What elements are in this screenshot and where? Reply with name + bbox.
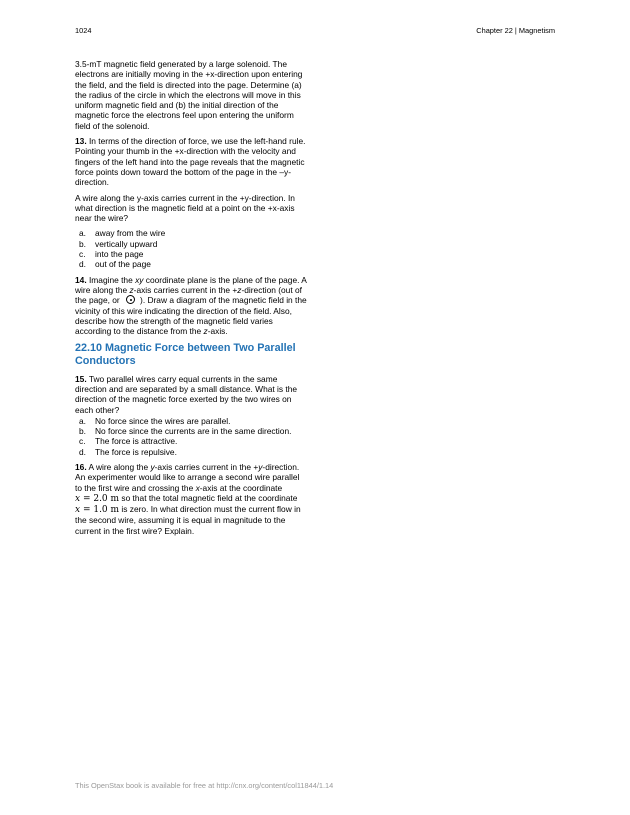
- italic-var: z: [129, 284, 134, 295]
- question-13: [75, 136, 307, 187]
- intro-paragraph: 3.5-mT magnetic field generated by a large solenoid. The electrons are initially moving in the +x-direction upon entering the field, and the field is directed into the page. Determine (a) the radius of the circle in which the electrons will move in this uniform magnetic field and (b) the initial direction of the magnetic force the electrons feel upon entering the uniform field of the solenoid.: [75, 59, 303, 131]
- option-text: into the page: [95, 249, 144, 260]
- question-16: [75, 462, 307, 536]
- option-text: out of the page: [95, 259, 151, 270]
- text-run: -axis at the coordinate: [199, 482, 283, 493]
- italic-var: z: [203, 326, 208, 337]
- option-a: [75, 416, 307, 426]
- question-number: 14.: [75, 274, 87, 285]
- option-letter: d.: [79, 259, 86, 270]
- math-op: =: [80, 505, 94, 516]
- math-expression: [75, 494, 119, 504]
- math-expression: [75, 505, 119, 515]
- main-column: [75, 59, 307, 541]
- text-run: so that the total magnetic field at the coordinate: [119, 492, 298, 503]
- math-var: x: [75, 505, 81, 516]
- out-of-page-icon: [126, 295, 135, 304]
- option-letter: a.: [79, 415, 86, 426]
- math-value: 2.0 m: [93, 493, 120, 504]
- text-run: Imagine the: [86, 274, 136, 285]
- mc-question-wire: A wire along the y-axis carries current in the +y-direction. In what direction is the magnetic field at a point on the +x-axis near the wire?: [75, 192, 295, 224]
- option-a: [75, 228, 307, 238]
- question-text: In terms of the direction of force, we use the left-hand rule. Pointing your thumb in the +x-direction with the velocity and fingers of the left hand into the page reveals that the magnetic force points down toward the bottom of the page in the –y-direction.: [75, 136, 306, 188]
- option-c: [75, 249, 307, 259]
- mc-options: [75, 416, 307, 457]
- option-letter: a.: [79, 228, 86, 239]
- footer-note: This OpenStax book is available for free at http://cnx.org/content/col11844/1.14: [75, 781, 334, 790]
- question-number: 15.: [75, 373, 87, 384]
- option-letter: b.: [79, 238, 86, 249]
- question-14: [75, 275, 307, 337]
- text-run: ). Draw a diagram of the magnetic field in the vicinity of this wire indicating the direction of the field. Also, describe how the strength of the magnetic field varies according to the distance from the: [75, 295, 307, 337]
- text-run: -axis.: [207, 326, 228, 337]
- mc-options: [75, 228, 307, 269]
- question-number: 13.: [75, 136, 87, 147]
- page-number: 1024: [75, 26, 92, 35]
- option-c: [75, 436, 307, 446]
- option-letter: d.: [79, 446, 86, 457]
- option-text: The force is attractive.: [95, 436, 178, 447]
- text-run: -direction (out of the page, or: [75, 284, 302, 306]
- math-value: 1.0 m: [93, 505, 120, 516]
- question-15: [75, 374, 307, 415]
- option-letter: c.: [79, 249, 86, 260]
- option-text: away from the wire: [95, 228, 166, 239]
- question-number: 16.: [75, 461, 87, 472]
- italic-var: x: [195, 482, 200, 493]
- text-run: -axis carries current in the +: [154, 461, 259, 472]
- option-b: [75, 426, 307, 436]
- option-letter: c.: [79, 436, 86, 447]
- option-text: The force is repulsive.: [95, 446, 177, 457]
- text-run: A wire along the: [86, 461, 151, 472]
- option-text: vertically upward: [95, 238, 158, 249]
- option-d: [75, 259, 307, 269]
- option-letter: b.: [79, 426, 86, 437]
- option-d: [75, 447, 307, 457]
- italic-var: xy: [135, 274, 144, 285]
- section-heading: 22.10 Magnetic Force between Two Parallel Conductors: [75, 342, 296, 368]
- text-run: -direction. An experimenter would like to arrange a second wire parallel to the first wire and crossing the: [75, 461, 300, 493]
- text-run: coordinate plane is the plane of the page. A wire along the: [75, 274, 307, 295]
- question-text: Two parallel wires carry equal currents in the same direction and are separated by a small distance. What is the direction of the magnetic force exerted by the two wires on each other?: [75, 373, 298, 415]
- text-run: is zero. In what direction must the current flow in the second wire, assuming it is equal in magnitude to the current in the first wire? Explain.: [75, 504, 301, 536]
- math-var: x: [75, 493, 81, 504]
- option-text: No force since the currents are in the same direction.: [95, 426, 292, 437]
- chapter-header: Chapter 22 | Magnetism: [476, 26, 555, 35]
- math-op: =: [80, 493, 94, 504]
- italic-var: y: [150, 461, 155, 472]
- italic-var: z: [237, 284, 242, 295]
- text-run: -axis carries current in the +: [133, 284, 238, 295]
- italic-var: y: [258, 461, 263, 472]
- option-text: No force since the wires are parallel.: [95, 415, 231, 426]
- option-b: [75, 239, 307, 249]
